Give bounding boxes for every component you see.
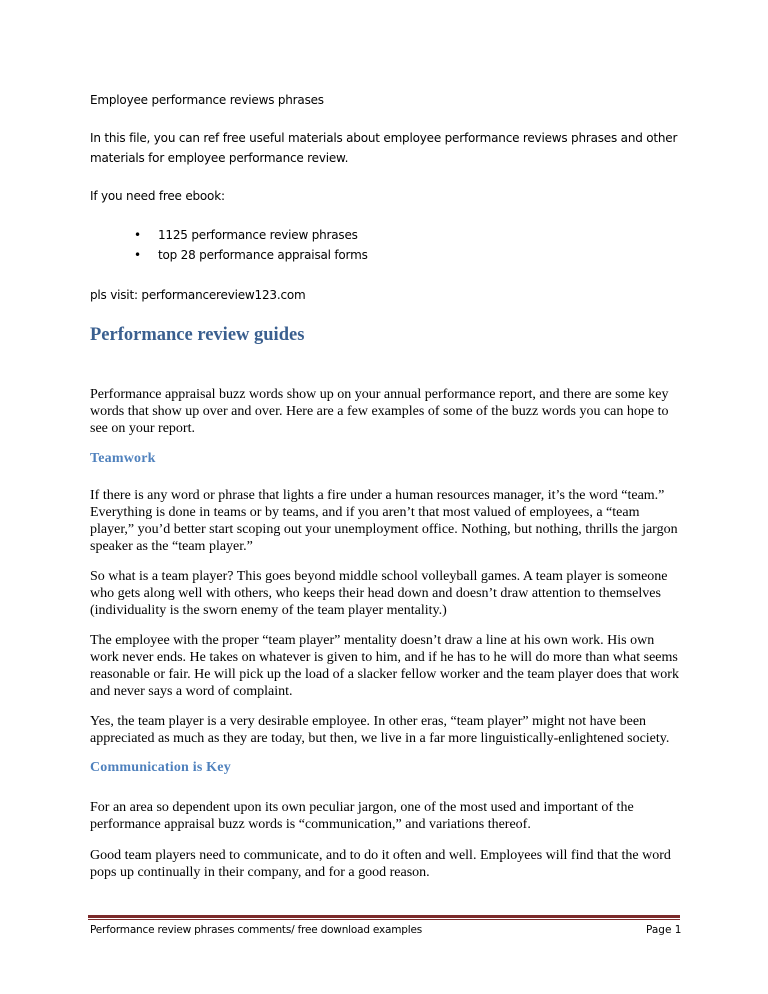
ebook-prompt-text: If you need free ebook:	[90, 189, 225, 203]
paragraph-line: speaker as the “team player.”	[90, 539, 253, 554]
paragraph-line: reasonable or fair. He will pick up the load of a slacker fellow worker and the team player does that work	[90, 667, 679, 682]
paragraph-line: words that show up over and over. Here are a few examples of some of the buzz words you can hope to	[90, 404, 669, 419]
page-number: Page 1	[646, 924, 682, 936]
intro-line: materials for employee performance review.	[90, 151, 349, 165]
ebook-item-label: top 28 performance appraisal forms	[158, 248, 368, 262]
paragraph-line: (individuality is the sworn enemy of the team player mentality.)	[90, 603, 447, 618]
intro-paragraph	[90, 128, 680, 168]
visit-line	[90, 285, 680, 305]
footer-rule	[88, 915, 680, 918]
document-title	[90, 90, 680, 110]
paragraph-line: player,” you’d better start scoping out your unemployment office. Nothing, but nothing, thrills the jargon	[90, 522, 678, 537]
communication-paragraph-1	[90, 799, 680, 833]
paragraph-line: pops up continually in their company, and for a good reason.	[90, 865, 430, 880]
paragraph-line: who gets along well with others, who keeps their head down and doesn’t draw attention to themselves	[90, 586, 661, 601]
bullet-icon: •	[134, 248, 141, 262]
teamwork-paragraph-3	[90, 632, 680, 700]
document-title-text: Employee performance reviews phrases	[90, 93, 324, 107]
communication-paragraph-2	[90, 847, 680, 881]
paragraph-line: Everything is done in teams or by teams, and if you aren’t that most valued of employees, a “team	[90, 505, 640, 520]
communication-heading: Communication is Key	[90, 760, 231, 775]
bullet-icon: •	[134, 228, 141, 242]
section-title: Performance review guides	[90, 325, 305, 345]
paragraph-line: For an area so dependent upon its own peculiar jargon, one of the most used and important of the	[90, 800, 634, 815]
paragraph-line: work never ends. He takes on whatever is given to him, and if he has to he will do more than what seems	[90, 650, 678, 665]
ebook-prompt	[90, 186, 680, 206]
intro-line: In this file, you can ref free useful materials about employee performance reviews phrases and other	[90, 131, 678, 145]
ebook-item-label: 1125 performance review phrases	[158, 228, 358, 242]
paragraph-line: Yes, the team player is a very desirable employee. In other eras, “team player” might not have been	[90, 714, 647, 729]
paragraph-line: So what is a team player? This goes beyond middle school volleyball games. A team player is someone	[90, 569, 668, 584]
footer-rule-thin	[88, 919, 680, 920]
paragraph-line: Performance appraisal buzz words show up on your annual performance report, and there are some key	[90, 387, 669, 402]
teamwork-paragraph-4	[90, 713, 680, 747]
visit-link-text[interactable]: pls visit: performancereview123.com	[90, 288, 306, 302]
teamwork-paragraph-2	[90, 568, 680, 619]
teamwork-paragraph-1	[90, 487, 680, 555]
paragraph-line: see on your report.	[90, 421, 195, 436]
teamwork-heading: Teamwork	[90, 451, 156, 466]
paragraph-line: appreciated as much as they are today, but then, we live in a far more linguistically-enlightened society.	[90, 731, 670, 746]
paragraph-line: Good team players need to communicate, and to do it often and well. Employees will find that the word	[90, 848, 671, 863]
paragraph-line: If there is any word or phrase that lights a fire under a human resources manager, it’s the word “team.”	[90, 488, 665, 503]
footer-title: Performance review phrases comments/ free download examples	[90, 924, 422, 936]
paragraph-line: performance appraisal buzz words is “communication,” and variations thereof.	[90, 817, 531, 832]
paragraph-line: The employee with the proper “team player” mentality doesn’t draw a line at his own work. His own	[90, 633, 655, 648]
paragraph-line: and never says a word of complaint.	[90, 684, 293, 699]
intro-body-paragraph	[90, 386, 680, 437]
